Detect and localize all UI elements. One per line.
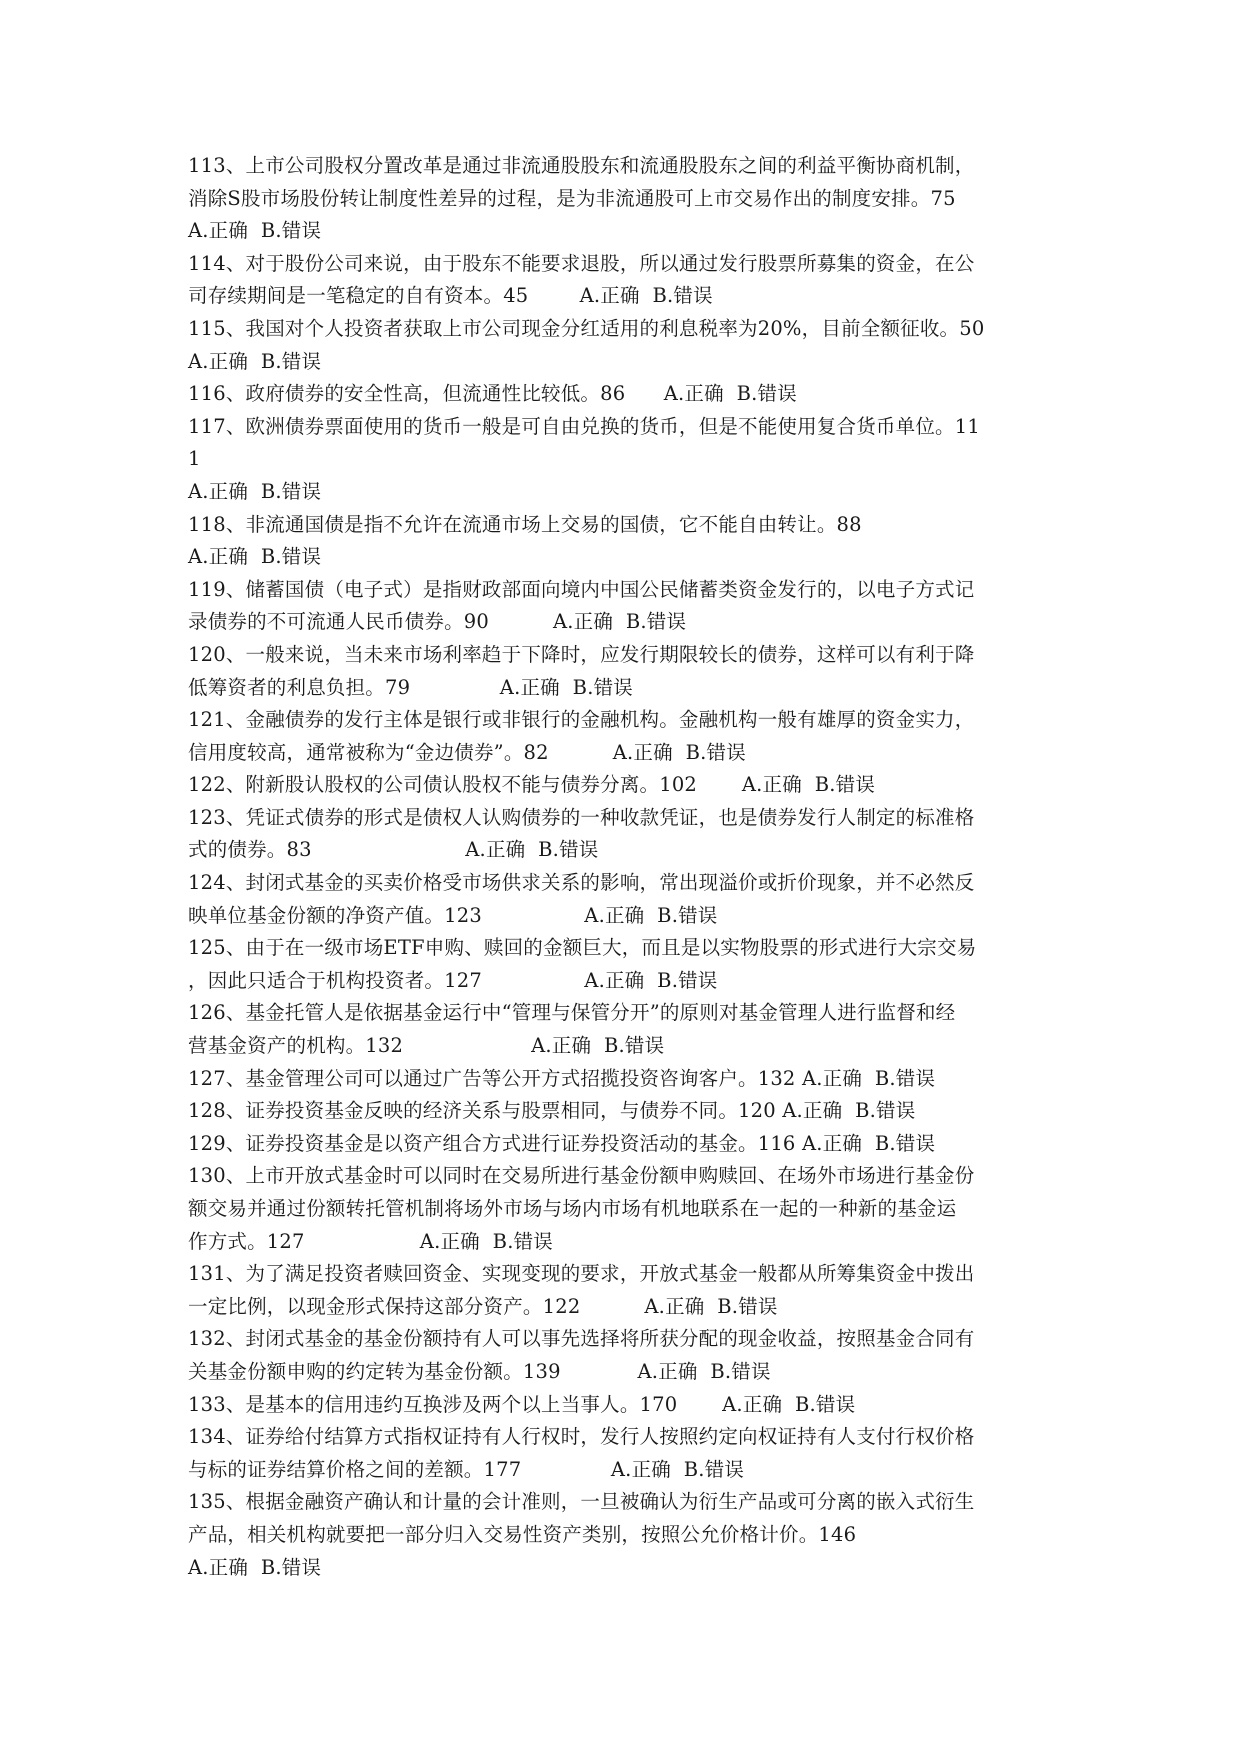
text-line: 120、一般来说，当未来市场利率趋于下降时，应发行期限较长的债券，这样可以有利于降	[188, 642, 975, 666]
text-line: 额交易并通过份额转托管机制将场外市场与场内市场有机地联系在一起的一种新的基金运	[188, 1197, 957, 1220]
text-line: 119、储蓄国债（电子式）是指财政部面向境内中国公民储蓄类资金发行的，以电子方式记	[188, 577, 975, 601]
text-line: 113、上市公司股权分置改革是通过非流通股股东和流通股股东之间的利益平衡协商机制，	[188, 154, 975, 177]
text-line: 124、封闭式基金的买卖价格受市场供求关系的影响，常出现溢价或折价现象，并不必然反	[188, 871, 975, 895]
text-line: 1	[188, 447, 201, 471]
text-line: 135、根据金融资产确认和计量的会计准则，一旦被确认为衍生产品或可分离的嵌入式衍生	[188, 1490, 975, 1514]
text-line: 128、证券投资基金反映的经济关系与股票相同，与债券不同。120 A.正确 B.错误	[188, 1099, 916, 1123]
text-line: 134、证券给付结算方式指权证持有人行权时，发行人按照约定向权证持有人支付行权价格	[188, 1425, 975, 1449]
text-line: 130、上市开放式基金时可以同时在交易所进行基金份额申购赎回、在场外市场进行基金份	[188, 1164, 975, 1188]
text-line: 式的债券。83 A.正确 B.错误	[188, 838, 599, 862]
text-line: 117、欧洲债券票面使用的货币一般是可自由兑换的货币，但是不能使用复合货币单位。11	[188, 414, 980, 438]
text-line: 116、政府债券的安全性高，但流通性比较低。86 A.正确 B.错误	[188, 382, 797, 406]
text-line: 129、证券投资基金是以资产组合方式进行证券投资活动的基金。116 A.正确 B.错误	[188, 1131, 936, 1155]
text-line: 121、金融债券的发行主体是银行或非银行的金融机构。金融机构一般有雄厚的资金实力，	[188, 708, 975, 732]
text-line: 司存续期间是一笔稳定的自有资本。45 A.正确 B.错误	[188, 284, 713, 308]
text-line: 133、是基本的信用违约互换涉及两个以上当事人。170 A.正确 B.错误	[188, 1392, 856, 1416]
text-line: 信用度较高，通常被称为“金边债券”。82 A.正确 B.错误	[188, 740, 746, 764]
text-line: 营基金资产的机构。132 A.正确 B.错误	[188, 1034, 665, 1058]
text-line: 118、非流通国债是指不允许在流通市场上交易的国债，它不能自由转让。88	[188, 512, 862, 536]
text-line: 122、附新股认股权的公司债认股权不能与债券分离。102 A.正确 B.错误	[188, 773, 876, 797]
text-line: A.正确 B.错误	[188, 1555, 322, 1579]
text-line: 低筹资者的利息负担。79 A.正确 B.错误	[188, 675, 633, 699]
text-line: 125、由于在一级市场ETF申购、赎回的金额巨大，而且是以实物股票的形式进行大宗交易	[188, 936, 977, 960]
text-line: 产品，相关机构就要把一部分归入交易性资产类别，按照公允价格计价。146	[188, 1522, 857, 1546]
text-line: A.正确 B.错误	[188, 479, 322, 503]
text-line: 131、为了满足投资者赎回资金、实现变现的要求，开放式基金一般都从所筹集资金中拨出	[188, 1262, 975, 1286]
text-line: 114、对于股份公司来说，由于股东不能要求退股，所以通过发行股票所募集的资金，在公	[188, 251, 975, 275]
text-line: 消除S股市场股份转让制度性差异的过程，是为非流通股可上市交易作出的制度安排。75	[188, 186, 956, 210]
text-line: 映单位基金份额的净资产值。123 A.正确 B.错误	[188, 903, 718, 927]
text-line: 关基金份额申购的约定转为基金份额。139 A.正确 B.错误	[188, 1359, 771, 1383]
text-line: 115、我国对个人投资者获取上市公司现金分红适用的利息税率为20%，目前全额征收。50	[188, 316, 985, 340]
text-line: 作方式。127 A.正确 B.错误	[188, 1229, 553, 1253]
document-body	[188, 150, 1058, 1584]
text-line: A.正确 B.错误	[188, 545, 322, 569]
text-line: 126、基金托管人是依据基金运行中“管理与保管分开”的原则对基金管理人进行监督和经	[188, 1001, 956, 1025]
text-line: 与标的证券结算价格之间的差额。177 A.正确 B.错误	[188, 1457, 745, 1481]
text-line: 123、凭证式债券的形式是债权人认购债券的一种收款凭证，也是债券发行人制定的标准格	[188, 805, 975, 829]
text-line: 录债券的不可流通人民币债券。90 A.正确 B.错误	[188, 610, 687, 634]
text-line: A.正确 B.错误	[188, 219, 322, 243]
text-line: A.正确 B.错误	[188, 349, 322, 373]
text-line: 132、封闭式基金的基金份额持有人可以事先选择将所获分配的现金收益，按照基金合同有	[188, 1327, 975, 1351]
text-line: ，因此只适合于机构投资者。127 A.正确 B.错误	[188, 968, 718, 992]
text-line: 一定比例，以现金形式保持这部分资产。122 A.正确 B.错误	[188, 1294, 778, 1318]
text-line: 127、基金管理公司可以通过广告等公开方式招揽投资咨询客户。132 A.正确 B.错误	[188, 1066, 936, 1090]
